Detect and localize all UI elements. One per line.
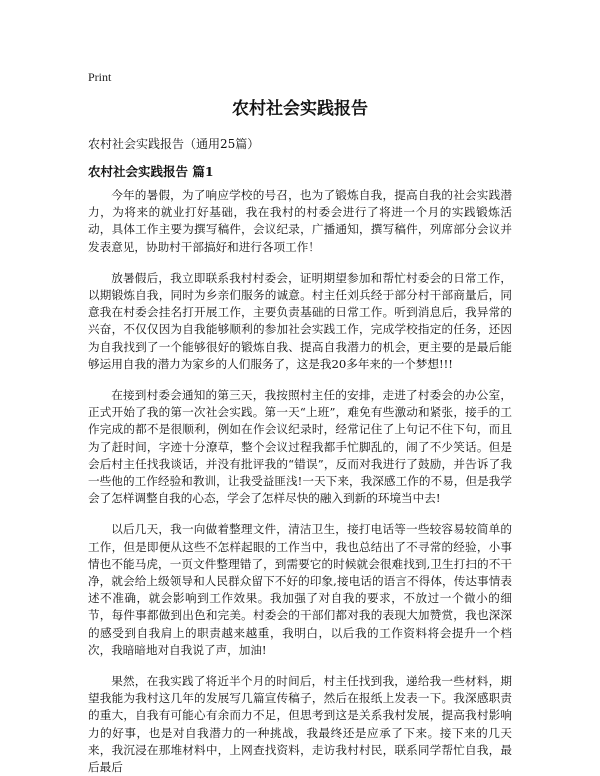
document-subtitle: 农村社会实践报告（通用25篇） — [88, 137, 260, 151]
body-paragraph: 今年的暑假，为了响应学校的号召，也为了锻炼自我，提高自我的社会实践潜力，为将来的就业打好基础，我在我村的村委会进行了将进一个月的实践锻炼活动，具体工作主要为撰写稿件，会议纪录，广播通知，撰写稿件，列席部分会议并发表意见，协助村干部搞好和进行各项工作！ — [88, 188, 512, 254]
body-paragraph: 在接到村委会通知的第三天，我按照村主任的安排，走进了村委会的办公室，正式开始了我的第一次社会实践。第一天“上班”，难免有些激动和紧张，接手的工作完成的都不是很顺利，例如在作会议纪录时，经常记住了上句记不住下句，而且为了赶时间，字迹十分潦草，整个会议过程我都手忙脚乱的，闹了不少笑话。但是会后村主任找我谈话，并没有批评我的“错误”，反而对我进行了鼓励，并告诉了我一些他的工作经验和教训，让我受益匪浅!一天下来，我深感工作的不易，但是我学会了怎样调整自我的心态，学会了怎样尽快的融入到新的环境当中去! — [88, 388, 512, 506]
print-link[interactable]: Print — [88, 70, 112, 84]
body-paragraph: 放暑假后，我立即联系我村村委会，证明期望参加和帮忙村委会的日常工作，以期锻炼自我，同时为乡亲们服务的诚意。村主任刘兵经于部分村干部商量后，同意我在村委会挂名打开展工作，主要负责基础的日常工作。听到消息后，我异常的兴奋，不仅仅因为自我能够顺利的参加社会实践工作，完成学校指定的任务，还因为自我找到了一个能够很好的锻炼自我、提高自我潜力的机会，更主要的是最后能够运用自我的潜力为家乡的人们服务了，这是我20多年来的一个梦想!!! — [88, 270, 512, 371]
section-heading: 农村社会实践报告 篇1 — [88, 164, 214, 179]
body-paragraph: 果然，在我实践了将近半个月的时间后，村主任找到我，递给我一些材料，期望我能为我村这几年的发展写几篇宣传稿子，然后在报纸上发表一下。我深感职责的重大，自我有可能心有余而力不足，但思考到这是关系我村发展，提高我村影响力的好事，也是对自我潜力的一种挑战，我最终还是应承了下来。接下来的几天来，我沉浸在那堆材料中，上网查找资料，走访我村村民，联系同学帮忙自我，最后最后 — [88, 674, 512, 775]
body-paragraph: 以后几天，我一向做着整理文件，清洁卫生，接打电话等一些较容易较简单的工作，但是即便从这些不怎样起眼的工作当中，我也总结出了不寻常的经验，小事情也不能马虎，一页文件整理错了，到需要它的时候就会很难找到,卫生打扫的不干净，就会给上级领导和人民群众留下不好的印象,接电话的语言不得体，传达事情表述不准确，就会影响到工作效果。我加强了对自我的要求，不放过一个微小的细节，每件事都做到出色和完美。村委会的干部们都对我的表现大加赞赏，我也深深的感受到自我肩上的职责越来越重，我明白，以后我的工作资料将会提升一个档次，我暗暗地对自我说了声，加油! — [88, 522, 512, 657]
document-title: 农村社会实践报告 — [232, 99, 368, 119]
